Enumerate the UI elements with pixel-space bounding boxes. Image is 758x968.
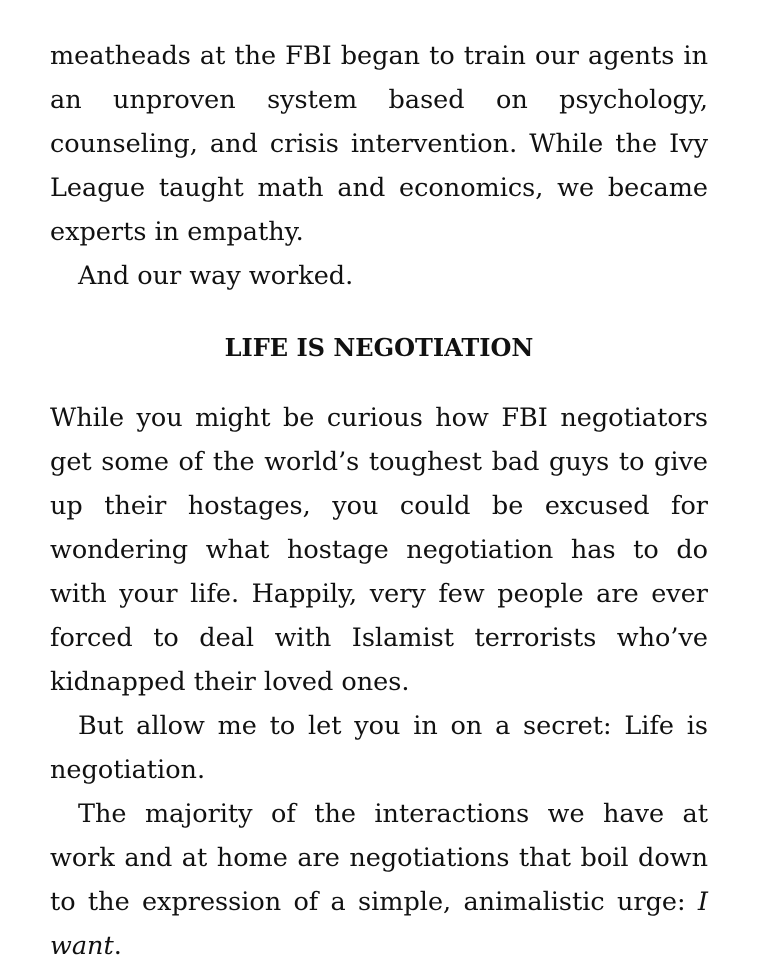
paragraph-fbi-training: meatheads at the FBI began to train our agents in an unproven system based on psychology, counseling, and crisis intervention. While the Ivy League taught math and economics, we became experts in empathy. [50,41,708,247]
paragraph-i-want-lead: The majority of the interactions we have at work and at home are negotiations that boil down to the expression of a simple, animalistic urge: [50,799,708,917]
book-page [50,34,708,968]
section-heading: LIFE IS NEGOTIATION [224,333,534,362]
paragraph-life-is-negotiation: But allow me to let you in on a secret: Life is negotiation. [50,711,708,785]
paragraph-i-want [50,792,708,968]
paragraph-hostage-negotiation: While you might be curious how FBI negotiators get some of the world’s toughest bad guys to give up their hostages, you could be excused for wondering what hostage negotiation has to do with your life. Happily, very few people are ever forced to deal with Islamist terrorists who’ve kidnapped their loved ones. [50,403,708,697]
emphasis-i-want: I want [50,887,708,961]
paragraph-our-way-worked: And our way worked. [78,261,354,291]
paragraph-i-want-tail: . [113,931,122,961]
